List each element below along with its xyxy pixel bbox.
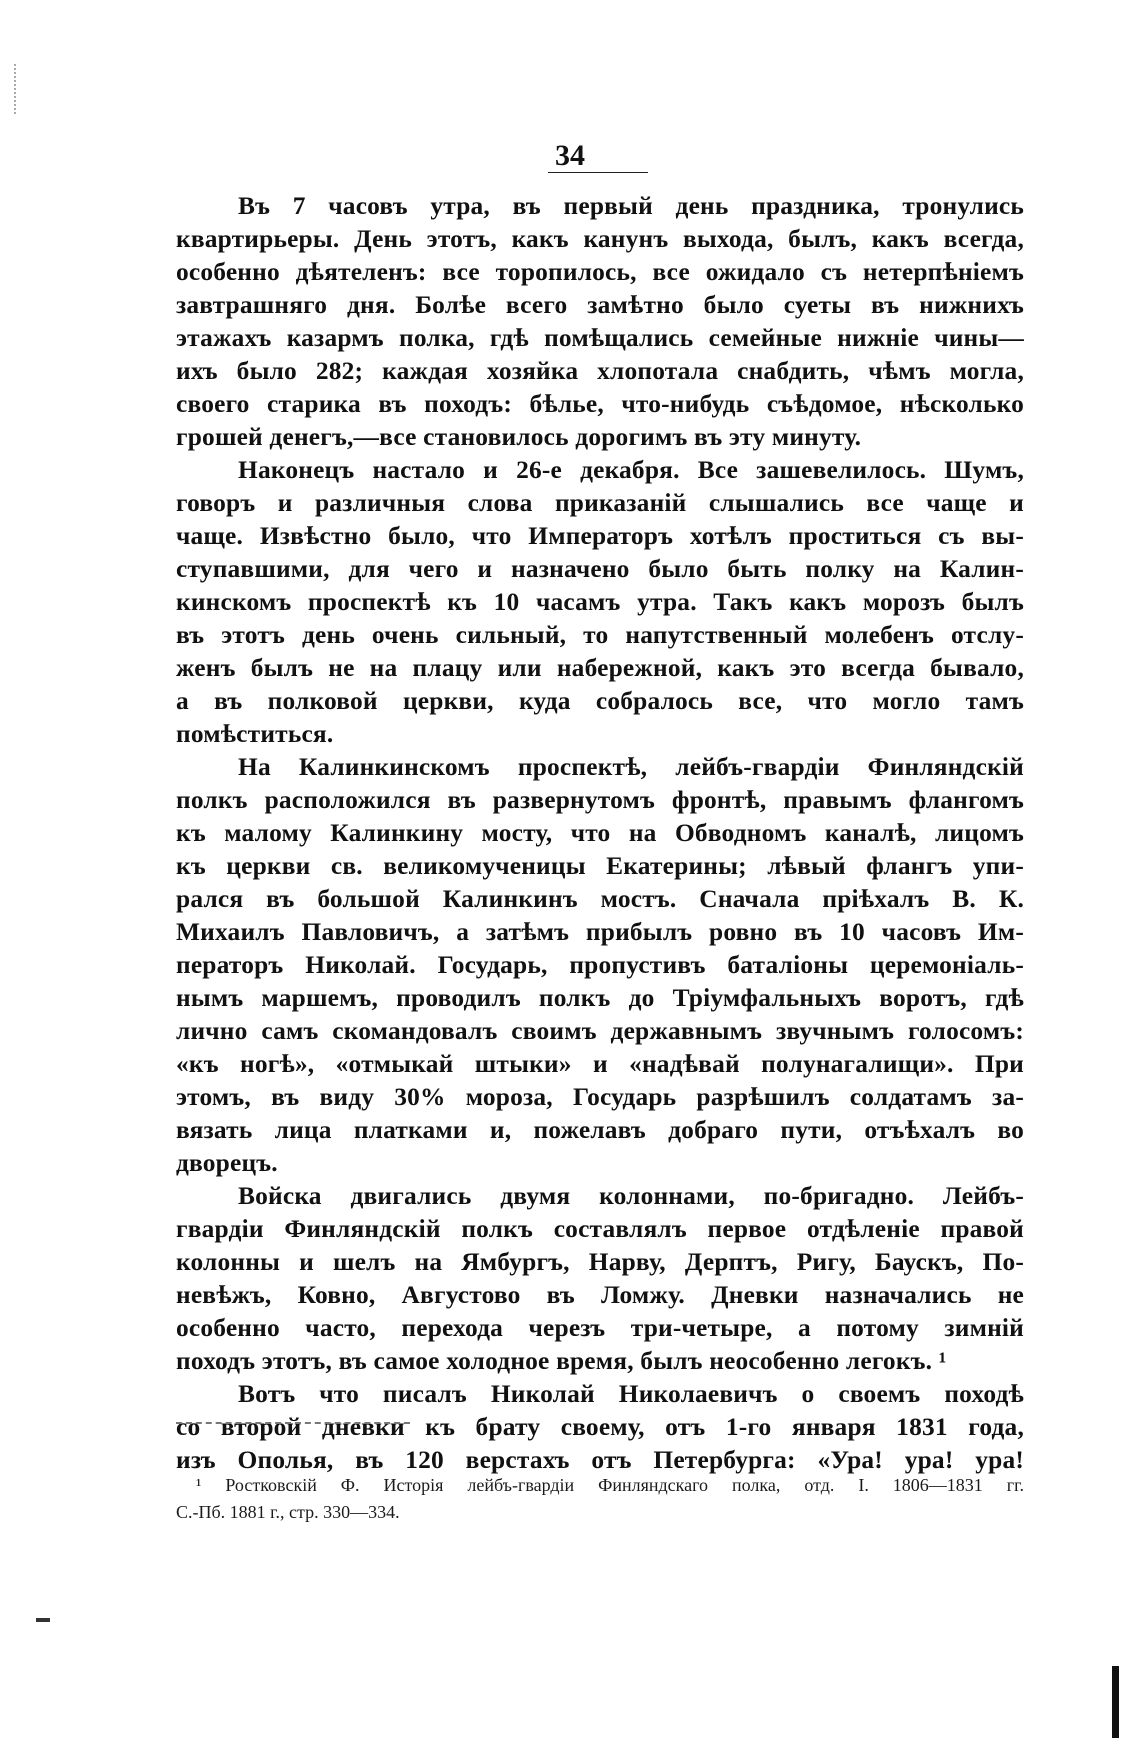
text-line: изъ Ополья, въ 120 верстахъ отъ Петербурга: «Ура! ура! ура!	[176, 1446, 1024, 1474]
text-line: помѣститься.	[176, 720, 334, 748]
text-line: со второй дневки къ брату своему, отъ 1-го января 1831 года,	[176, 1413, 1024, 1441]
text-line: Наконецъ настало и 26-е декабря. Все зашевелилось. Шумъ,	[238, 456, 1024, 484]
text-line: говоръ и различныя слова приказаній слышались все чаще и	[176, 489, 1024, 517]
text-line: квартирьеры. День этотъ, какъ канунъ выхода, былъ, какъ всегда,	[176, 225, 1024, 253]
text-line: Вотъ что писалъ Николай Николаевичъ о своемъ походѣ	[238, 1380, 1024, 1408]
text-line: На Калинкинскомъ проспектѣ, лейбъ-гвардіи Финляндскій	[238, 753, 1024, 781]
text-line: дворецъ.	[176, 1149, 278, 1177]
text-line: ихъ было 282; каждая хозяйка хлопотала снабдить, чѣмъ могла,	[176, 357, 1024, 385]
text-line: лично самъ скомандовалъ своимъ державнымъ звучнымъ голосомъ:	[176, 1017, 1024, 1045]
text-line: ступавшими, для чего и назначено было быть полку на Калин-	[176, 555, 1024, 583]
scan-edge-mark	[14, 64, 18, 114]
text-line: вязать лица платками и, пожелавъ добраго пути, отъѣхалъ во	[176, 1116, 1024, 1144]
text-line: нымъ маршемъ, проводилъ полкъ до Тріумфальныхъ воротъ, гдѣ	[176, 984, 1024, 1012]
page-number-rule	[548, 172, 648, 173]
footnote-separator	[176, 1422, 410, 1424]
text-line: завтрашняго дня. Болѣе всего замѣтно было суеты въ нижнихъ	[176, 291, 1024, 319]
text-line: кинскомъ проспектѣ къ 10 часамъ утра. Такъ какъ морозъ былъ	[176, 588, 1024, 616]
scan-edge-mark	[36, 1618, 50, 1622]
text-line: къ малому Калинкину мосту, что на Обводномъ каналѣ, лицомъ	[176, 819, 1024, 847]
text-line: въ этотъ день очень сильный, то напутственный молебенъ отслу-	[176, 621, 1024, 649]
page-number: 34	[555, 139, 585, 172]
text-line: невѣжъ, Ковно, Августово въ Ломжу. Дневки назначались не	[176, 1281, 1024, 1309]
text-line: гвардіи Финляндскій полкъ составлялъ первое отдѣленіе правой	[176, 1215, 1024, 1243]
text-line: къ церкви св. великомученицы Екатерины; лѣвый флангъ упи-	[176, 852, 1024, 880]
text-line: чаще. Извѣстно было, что Императоръ хотѣлъ проститься съ вы-	[176, 522, 1024, 550]
text-line: этомъ, въ виду 30% мороза, Государь разрѣшилъ солдатамъ за-	[176, 1083, 1024, 1111]
text-line: этажахъ казармъ полка, гдѣ помѣщались семейные нижніе чины—	[176, 324, 1024, 352]
text-line: ператоръ Николай. Государь, пропустивъ баталіоны церемоніаль-	[176, 951, 1024, 979]
footnote-line: С.-Пб. 1881 г., стр. 330—334.	[176, 1502, 400, 1522]
text-line: особенно дѣятеленъ: все торопилось, все ожидало съ нетерпѣніемъ	[176, 258, 1024, 286]
text-line: особенно часто, перехода черезъ три-четыре, а потому зимній	[176, 1314, 1024, 1342]
text-line: женъ былъ не на плацу или набережной, какъ это всегда бывало,	[176, 654, 1024, 682]
text-line: рался въ большой Калинкинъ мостъ. Сначала пріѣхалъ В. К.	[176, 885, 1024, 913]
text-line: а въ полковой церкви, куда собралось все, что могло тамъ	[176, 687, 1024, 715]
footnote-line: ¹ Ростковскій Ф. Исторія лейбъ-гвардіи Финляндскаго полка, отд. I. 1806—1831 гг.	[196, 1475, 1024, 1495]
text-line: Войска двигались двумя колоннами, по-бригадно. Лейбъ-	[238, 1182, 1024, 1210]
text-line: полкъ расположился въ развернутомъ фронтѣ, правымъ флангомъ	[176, 786, 1024, 814]
text-line: походъ этотъ, въ самое холодное время, былъ неособенно легокъ. ¹	[176, 1347, 947, 1375]
text-line: грошей денегъ,—все становилось дорогимъ въ эту минуту.	[176, 423, 862, 451]
text-line: Въ 7 часовъ утра, въ первый день праздника, тронулись	[238, 192, 1024, 220]
scan-edge-mark	[1112, 1666, 1119, 1738]
text-line: своего старика въ походъ: бѣлье, что-нибудь съѣдомое, нѣсколько	[176, 390, 1024, 418]
footnote	[176, 1472, 1024, 1526]
text-line: «къ ногѣ», «отмыкай штыки» и «надѣвай полунагалищи». При	[176, 1050, 1024, 1078]
body-text	[176, 190, 1024, 1477]
text-line: колонны и шелъ на Ямбургъ, Нарву, Дерптъ, Ригу, Баускъ, По-	[176, 1248, 1024, 1276]
text-line: Михаилъ Павловичъ, а затѣмъ прибылъ ровно въ 10 часовъ Им-	[176, 918, 1024, 946]
